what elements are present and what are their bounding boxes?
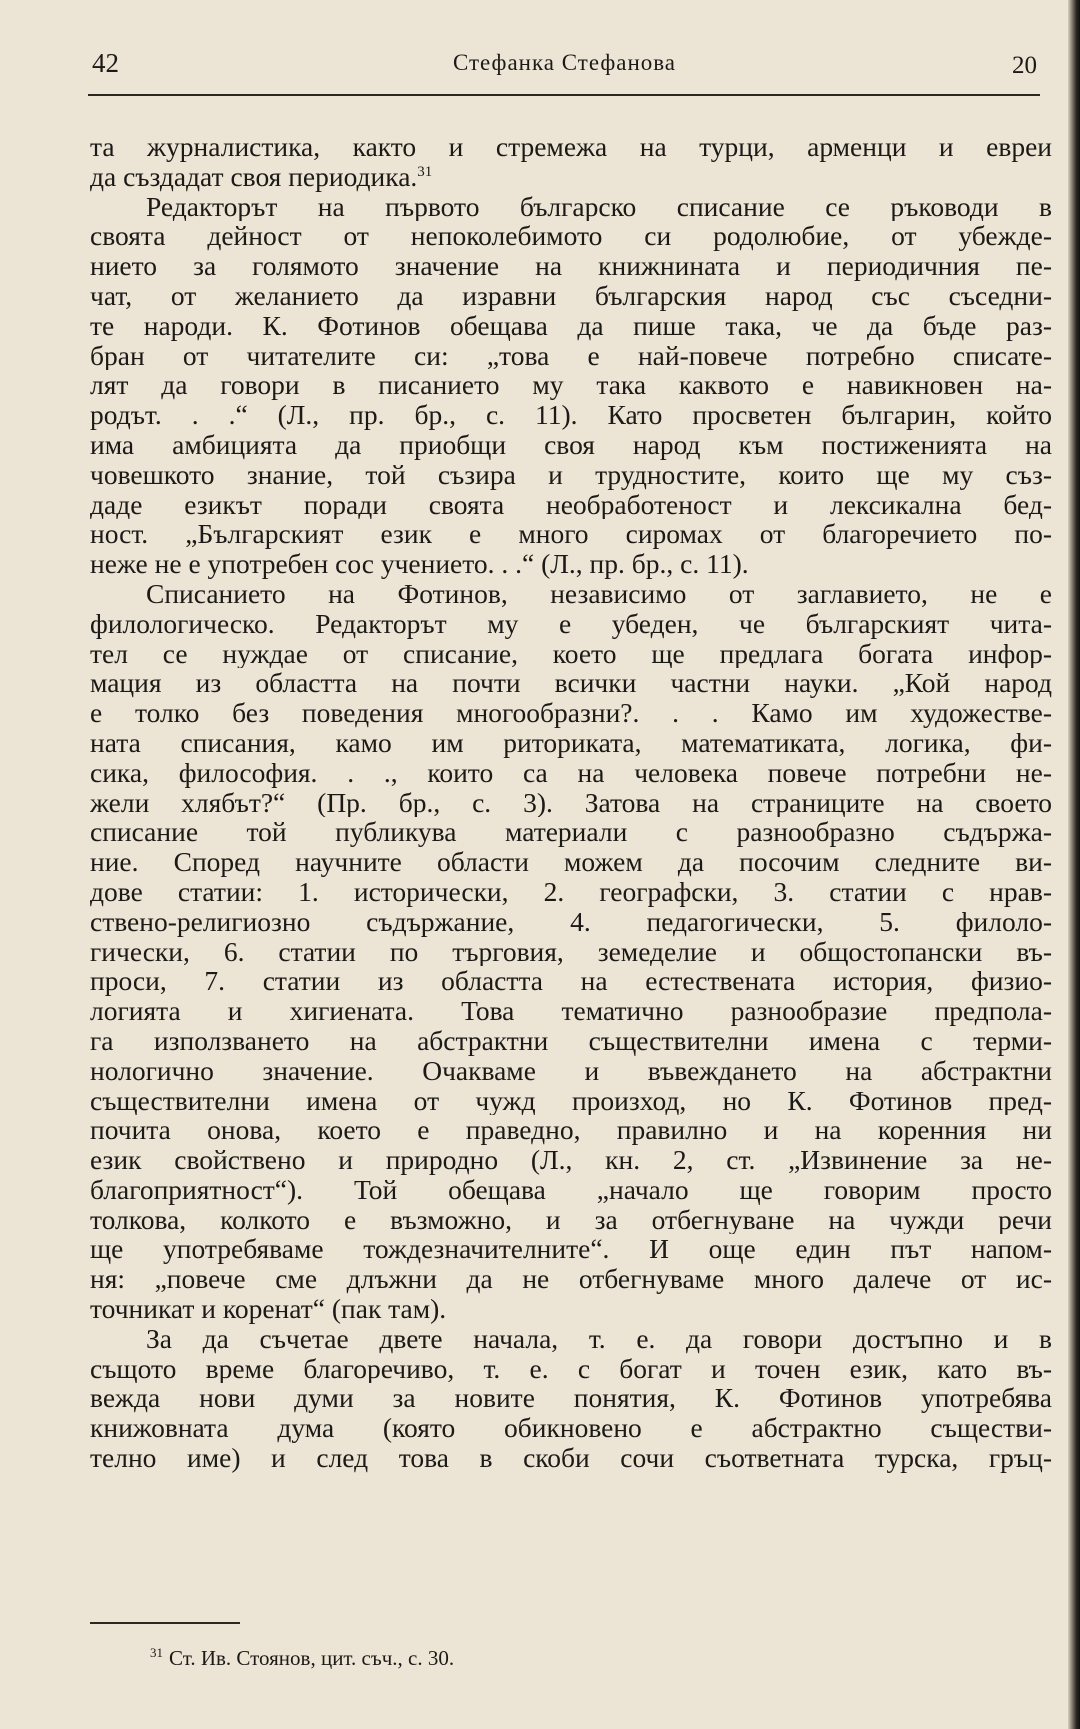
text-line: телно име) и след това в скоби сочи съответната турска, гръц- bbox=[90, 1443, 1052, 1473]
text-line: благоприятност“). Той обещава „начало ще говорим просто bbox=[90, 1174, 1052, 1205]
text-line: ние. Според научните области можем да посочим следните ви- bbox=[90, 847, 1052, 877]
text-line: Списанието на Фотинов, независимо от заглавието, не е bbox=[146, 578, 1052, 609]
text-line: толкова, колкото е възможно, и за отбегнуване на чужди речи bbox=[90, 1204, 1052, 1235]
text-line: списание той публикува материали с разнообразно съдържа- bbox=[90, 817, 1052, 848]
text-line: логията и хигиената. Това тематично разнообразие предпола- bbox=[90, 996, 1052, 1026]
text-line: сика, философия. . ., които са на человека повече потребни не- bbox=[90, 757, 1052, 788]
text-line: филологическо. Редакторът му е убеден, че българският чита- bbox=[90, 608, 1052, 639]
text-line: бран от читателите си: „това е най-повече потребно списате- bbox=[90, 340, 1052, 371]
page-number-right: 20 bbox=[1012, 52, 1037, 79]
text-line: човешкото знание, той съзира и трудностите, които ще му съз- bbox=[90, 459, 1052, 490]
text-line: те народи. К. Фотинов обещава да пише така, че да бъде раз- bbox=[90, 310, 1052, 341]
text-line: проси, 7. статии из областта на естествената история, физио- bbox=[90, 966, 1052, 997]
text-line: дове статии: 1. исторически, 2. географски, 3. статии с нрав- bbox=[90, 876, 1052, 907]
text-line: книжовната дума (която обикновено е абстрактно съществи- bbox=[90, 1413, 1052, 1444]
footnote-number: 31 bbox=[150, 1645, 163, 1660]
text-line: нието за голямото значение на книжнината и периодичния пе- bbox=[90, 251, 1052, 281]
text-line: своята дейност от непоколебимото си родолюбие, от убежде- bbox=[90, 221, 1052, 252]
text-line: родът. . .“ (Л., пр. бр., с. 11). Като просветен българин, който bbox=[90, 400, 1052, 430]
text-line: език свойствено и природно (Л., кн. 2, ст. „Извинение за не- bbox=[90, 1145, 1052, 1175]
text-line: га използването на абстрактни съществителни имена с терми- bbox=[90, 1025, 1052, 1056]
page-header bbox=[92, 48, 1037, 88]
text-line: лят да говори в писанието му така каквото е навикновен на- bbox=[90, 370, 1052, 401]
text-line: съществителни имена от чужд произход, но К. Фотинов пред- bbox=[90, 1085, 1052, 1116]
running-head: Стефанка Стефанова bbox=[452, 50, 677, 75]
text-line: неже не е употребен сос учението. . .“ (Л., пр. бр., с. 11). bbox=[90, 549, 749, 579]
text-line: чат, от желанието да изравни българския народ със съседни- bbox=[90, 280, 1052, 311]
text-line: За да съчетае двете начала, т. е. да говори достъпно и в bbox=[146, 1323, 1052, 1354]
text-line: тел се нуждае от списание, което ще предлага богата инфор- bbox=[90, 638, 1052, 669]
page-edge-shadow bbox=[1068, 0, 1080, 1729]
text-line: гически, 6. статии по търговия, земеделие и общостопански въ- bbox=[90, 936, 1052, 967]
text-line: ствено-религиозно съдържание, 4. педагогически, 5. филоло- bbox=[90, 906, 1052, 937]
text-line: ност. „Българският език е много сиромах от благоречието по- bbox=[90, 519, 1052, 550]
text-line: та журналистика, както и стремежа на турци, арменци и евреи bbox=[90, 132, 1052, 162]
header-rule bbox=[88, 94, 1040, 96]
text-line: почита онова, което е праведно, правилно и на коренния ни bbox=[90, 1115, 1052, 1146]
page-number-left: 42 bbox=[92, 48, 119, 78]
text-line: ня: „повече сме длъжни да не отбегнуваме много далече от ис- bbox=[90, 1264, 1052, 1295]
text-line: Редакторът на първото българско списание се ръководи в bbox=[146, 191, 1052, 222]
footnote bbox=[150, 1646, 454, 1671]
text-line: вежда нови думи за новите понятия, К. Фотинов употребява bbox=[90, 1383, 1052, 1414]
text-line: да създадат своя периодика.$^{31}$ bbox=[90, 161, 433, 192]
text-line: даде езикът поради своята необработеност и лексикална бед- bbox=[90, 489, 1052, 520]
text-line: е толко без поведения многообразни?. . . Камо им художестве- bbox=[90, 698, 1052, 728]
text-line: ще употребяваме тождезначителните“. И още един път напом- bbox=[90, 1234, 1052, 1265]
footnote-rule bbox=[90, 1622, 240, 1624]
footnote-text: Ст. Ив. Стоянов, цит. съч., с. 30. bbox=[169, 1646, 455, 1670]
text-line: точникат и коренат“ (пак там). bbox=[90, 1294, 447, 1324]
text-line: мация из областта на почти всички частни науки. „Кой народ bbox=[90, 668, 1052, 699]
text-line: същото време благоречиво, т. е. с богат и точен език, като въ- bbox=[90, 1353, 1052, 1384]
text-line: жели хлябът?“ (Пр. бр., с. 3). Затова на страниците на своето bbox=[90, 787, 1052, 818]
text-line: ната списания, камо им риториката, математиката, логика, фи- bbox=[90, 727, 1052, 758]
footnote-ref: 31 bbox=[417, 163, 433, 180]
text-line: има амбицията да приобщи своя народ към постиженията на bbox=[90, 429, 1052, 460]
body-text bbox=[90, 132, 1052, 1473]
text-line: нологично значение. Очакваме и въвеждането на абстрактни bbox=[90, 1055, 1052, 1086]
